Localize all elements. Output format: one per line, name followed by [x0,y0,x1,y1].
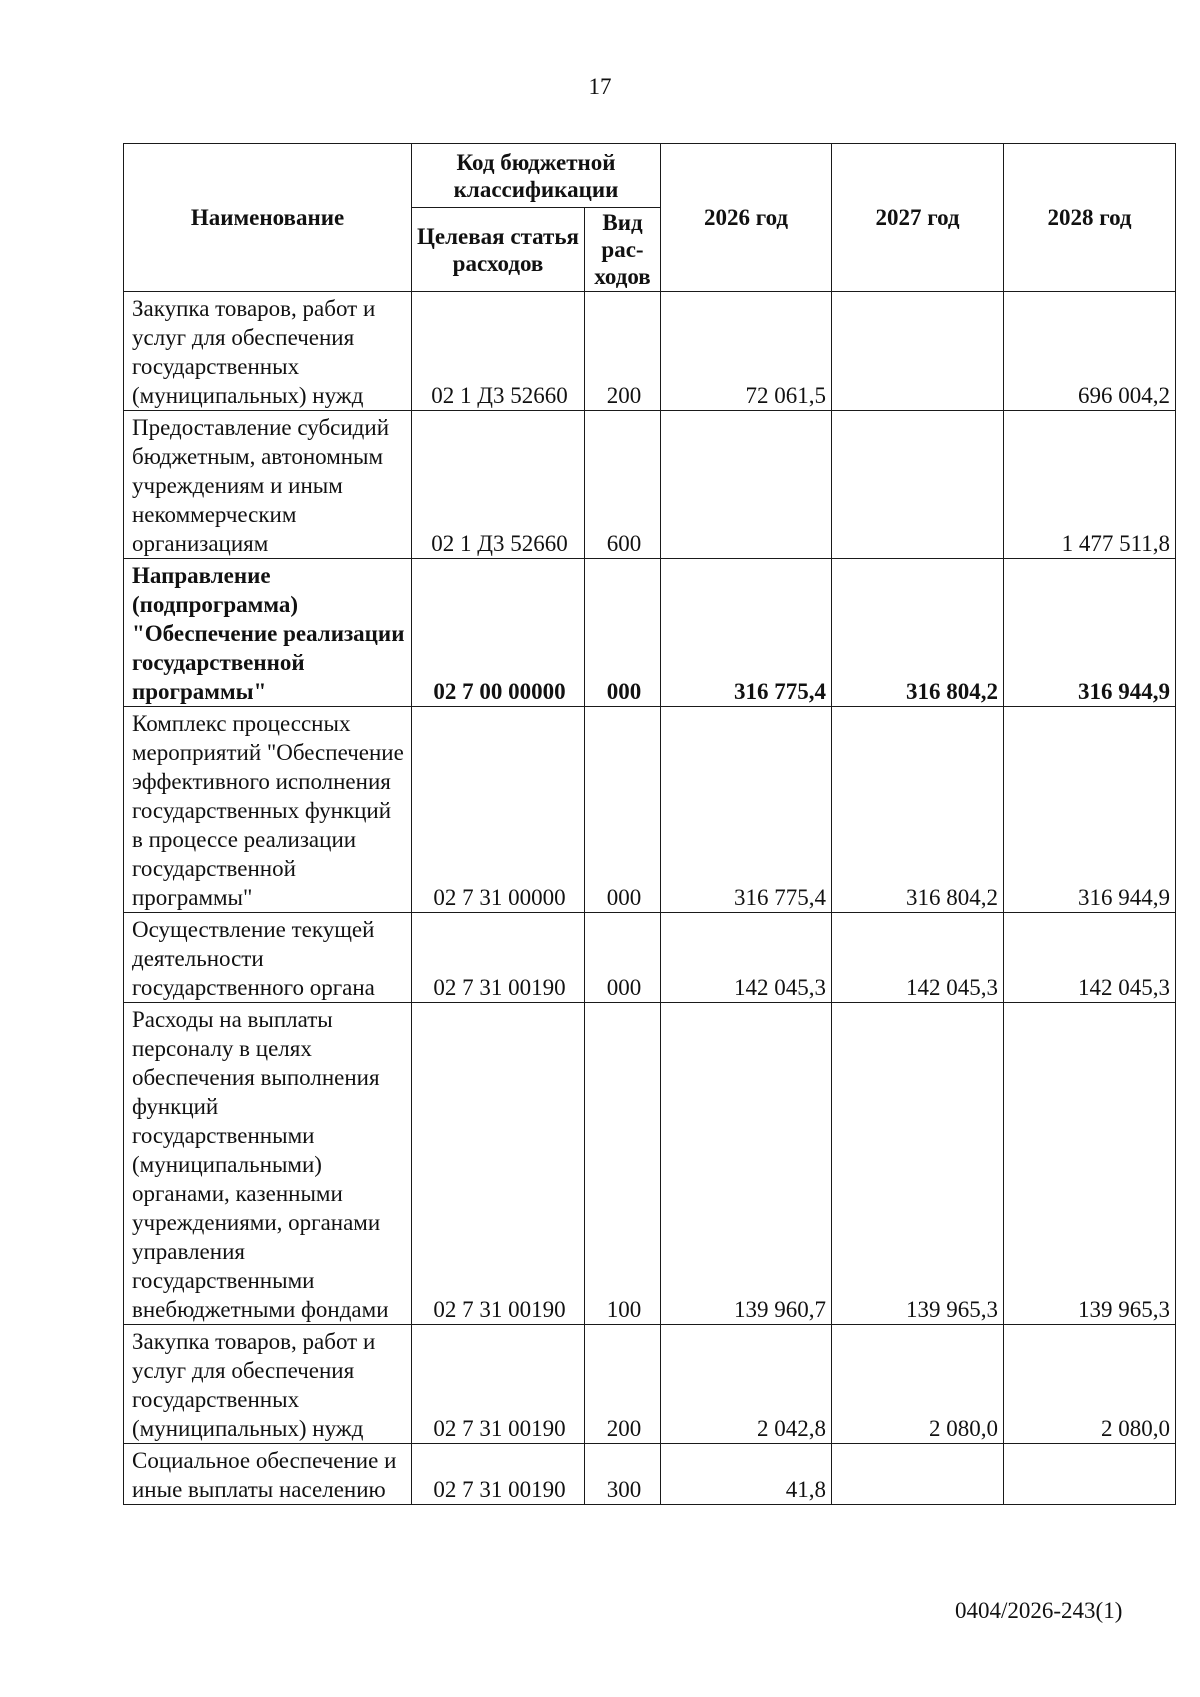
table-row [124,1325,1176,1444]
row-value-2028: 316 944,9 [1004,707,1176,913]
row-expense-kind: 100 [585,1003,661,1325]
table-row [124,707,1176,913]
table-row [124,1003,1176,1325]
row-value-2027: 2 080,0 [832,1325,1004,1444]
row-name: Закупка товаров, работ и услуг для обеспечения государственных (муниципальных) нужд [124,292,412,411]
row-expense-kind: 200 [585,1325,661,1444]
row-value-2028: 2 080,0 [1004,1325,1176,1444]
row-value-2028: 696 004,2 [1004,292,1176,411]
row-target-article: 02 7 31 00190 [412,913,585,1003]
budget-table [123,143,1176,1505]
row-name: Осуществление текущей деятельности государственного органа [124,913,412,1003]
row-expense-kind: 600 [585,411,661,559]
row-value-2027 [832,292,1004,411]
row-value-2028: 139 965,3 [1004,1003,1176,1325]
row-name: Социальное обеспечение и иные выплаты населению [124,1444,412,1505]
table-row [124,913,1176,1003]
row-value-2026: 316 775,4 [661,559,832,707]
row-target-article: 02 7 00 00000 [412,559,585,707]
row-value-2027: 316 804,2 [832,707,1004,913]
row-value-2026: 2 042,8 [661,1325,832,1444]
row-value-2026: 41,8 [661,1444,832,1505]
row-target-article: 02 1 Д3 52660 [412,411,585,559]
row-value-2027: 139 965,3 [832,1003,1004,1325]
row-value-2027 [832,411,1004,559]
row-name: Комплекс процессных мероприятий "Обеспечение эффективного исполнения государственных функций в процессе реализации государственной программы" [124,707,412,913]
row-value-2027: 316 804,2 [832,559,1004,707]
row-target-article: 02 7 31 00000 [412,707,585,913]
row-value-2026: 139 960,7 [661,1003,832,1325]
row-expense-kind: 000 [585,559,661,707]
row-expense-kind: 300 [585,1444,661,1505]
header-2027: 2027 год [832,144,1004,292]
table-row [124,559,1176,707]
row-value-2027: 142 045,3 [832,913,1004,1003]
row-value-2026: 316 775,4 [661,707,832,913]
table-body [124,292,1176,1505]
row-target-article: 02 7 31 00190 [412,1325,585,1444]
row-value-2026: 142 045,3 [661,913,832,1003]
page-number: 17 [588,74,612,99]
row-value-2028: 316 944,9 [1004,559,1176,707]
row-value-2028 [1004,1444,1176,1505]
row-value-2026 [661,411,832,559]
row-expense-kind: 000 [585,913,661,1003]
header-2028: 2028 год [1004,144,1176,292]
row-expense-kind: 200 [585,292,661,411]
row-name: Направление (подпрограмма) "Обеспечение реализации государственной программы" [124,559,412,707]
row-target-article: 02 7 31 00190 [412,1003,585,1325]
table-row [124,411,1176,559]
row-target-article: 02 1 Д3 52660 [412,292,585,411]
header-budget-code: Код бюджетной классификации [412,144,661,208]
document-code: 0404/2026-243(1) [955,1598,1123,1623]
header-expense-kind: Вид рас-ходов [585,208,661,292]
table-row [124,292,1176,411]
row-target-article: 02 7 31 00190 [412,1444,585,1505]
row-value-2028: 142 045,3 [1004,913,1176,1003]
row-value-2028: 1 477 511,8 [1004,411,1176,559]
row-name: Закупка товаров, работ и услуг для обеспечения государственных (муниципальных) нужд [124,1325,412,1444]
row-expense-kind: 000 [585,707,661,913]
row-value-2027 [832,1444,1004,1505]
table-row [124,1444,1176,1505]
header-name: Наименование [124,144,412,292]
header-target-article: Целевая статья расходов [412,208,585,292]
row-name: Предоставление субсидий бюджетным, автономным учреждениям и иным некоммерческим организациям [124,411,412,559]
row-value-2026: 72 061,5 [661,292,832,411]
row-name: Расходы на выплаты персоналу в целях обеспечения выполнения функций государственными (муниципальными) органами, казенными учреждениями, органами управления государственными внебюджетными фондами [124,1003,412,1325]
header-2026: 2026 год [661,144,832,292]
